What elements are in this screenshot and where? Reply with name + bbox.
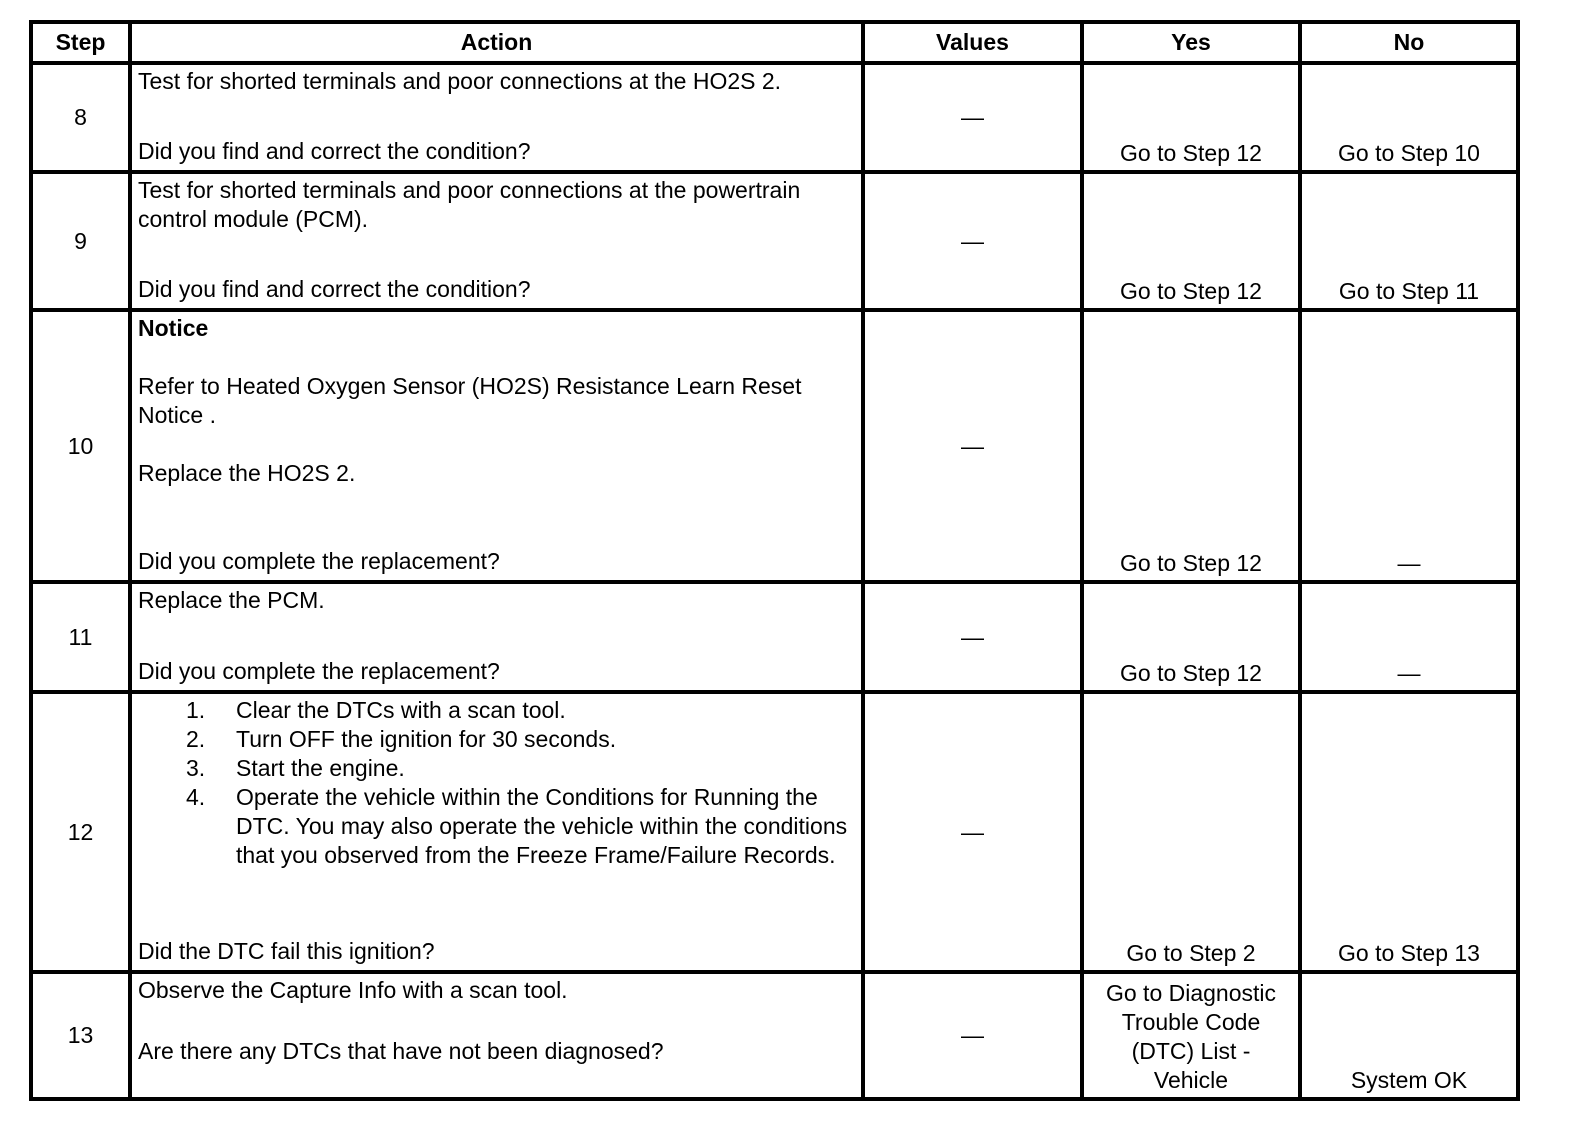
action-text: Test for shorted terminals and poor connections at the powertrain control module (PCM). [138,177,801,232]
values-cell: — [863,582,1082,692]
values-cell: — [863,63,1082,172]
header-row [31,22,1518,63]
header-action: Action [130,22,863,63]
values-cell: — [863,310,1082,582]
no-cell: Go to Step 11 [1300,172,1518,310]
table-row [31,172,1518,310]
yes-cell: Go to Step 12 [1082,582,1300,692]
step-number: 9 [31,172,130,310]
action-cell [130,972,863,1099]
no-cell: — [1300,310,1518,582]
action-cell [130,310,863,582]
action-cell [130,582,863,692]
yes-cell: Go to Step 12 [1082,310,1300,582]
step-number: 13 [31,972,130,1099]
no-cell: — [1300,582,1518,692]
notice-text: Refer to Heated Oxygen Sensor (HO2S) Resistance Learn Reset Notice . [138,373,802,428]
table-row [31,972,1518,1099]
action-text: Replace the HO2S 2. [138,460,356,486]
table-row [31,310,1518,582]
yes-cell: Go to Step 12 [1082,172,1300,310]
action-cell [130,172,863,310]
values-cell: — [863,692,1082,972]
action-question: Did you find and correct the condition? [138,138,531,164]
step-number: 10 [31,310,130,582]
action-cell [130,63,863,172]
list-item: 4. Operate the vehicle within the Conditions for Running the DTC. You may also operate the vehicle within the conditions that you observed from the Freeze Frame/Failure Records. [186,784,848,868]
action-question: Did the DTC fail this ignition? [138,938,435,964]
header-values: Values [863,22,1082,63]
table-row [31,692,1518,972]
action-question: Did you complete the replacement? [138,658,500,684]
list-item: 1. Clear the DTCs with a scan tool. [186,697,566,723]
values-cell: — [863,172,1082,310]
header-yes: Yes [1082,22,1300,63]
notice-title: Notice [138,315,209,341]
yes-cell: Go to Step 2 [1082,692,1300,972]
values-cell: — [863,972,1082,1099]
yes-cell: Go to Diagnostic Trouble Code (DTC) List - Vehicle [1082,972,1300,1099]
action-text: Test for shorted terminals and poor connections at the HO2S 2. [138,68,782,94]
table-row [31,582,1518,692]
table-row [31,63,1518,172]
numbered-list [138,696,855,870]
diagnostic-table [29,20,1520,1101]
no-cell: Go to Step 10 [1300,63,1518,172]
step-number: 8 [31,63,130,172]
list-item: 3. Start the engine. [186,755,405,781]
step-number: 12 [31,692,130,972]
header-step: Step [31,22,130,63]
action-text: Replace the PCM. [138,587,325,613]
action-question: Are there any DTCs that have not been diagnosed? [138,1038,664,1064]
action-question: Did you find and correct the condition? [138,276,531,302]
action-text: Observe the Capture Info with a scan tool. [138,977,568,1003]
no-cell: System OK [1300,972,1518,1099]
yes-cell: Go to Step 12 [1082,63,1300,172]
header-no: No [1300,22,1518,63]
action-cell [130,692,863,972]
step-number: 11 [31,582,130,692]
no-cell: Go to Step 13 [1300,692,1518,972]
action-question: Did you complete the replacement? [138,548,500,574]
list-item: 2. Turn OFF the ignition for 30 seconds. [186,726,617,752]
